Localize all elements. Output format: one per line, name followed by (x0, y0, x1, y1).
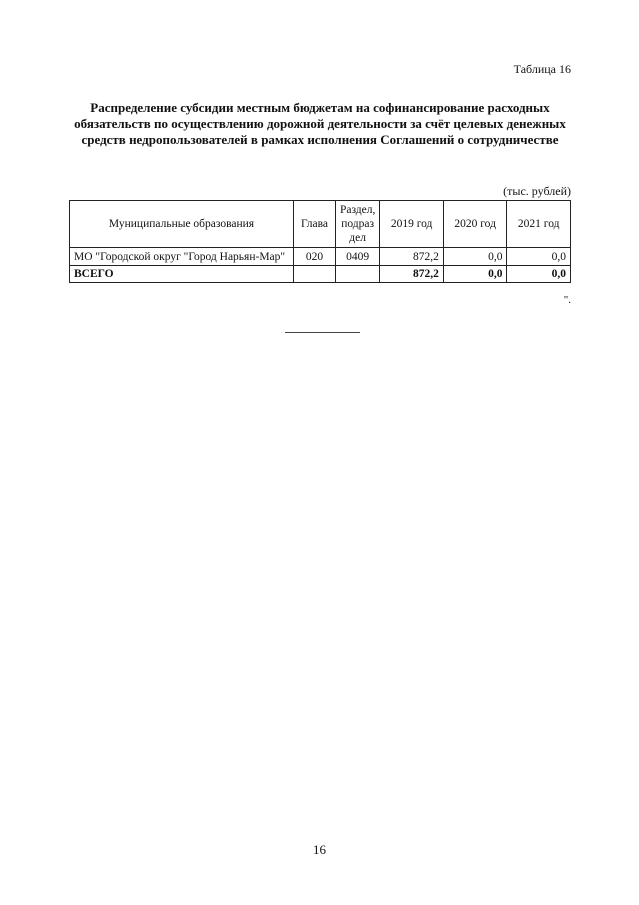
subsidy-table (69, 200, 571, 283)
table-number: Таблица 16 (513, 62, 571, 76)
closing-quote: ". (563, 294, 571, 306)
units-label: (тыс. рублей) (503, 184, 571, 198)
total-2021: 0,0 (507, 266, 571, 283)
cell-section: 0409 (335, 248, 379, 266)
cell-2021: 0,0 (507, 248, 571, 266)
total-2020: 0,0 (443, 266, 507, 283)
total-head-empty (294, 266, 336, 283)
header-2021: 2021 год (507, 201, 571, 248)
total-section-empty (335, 266, 379, 283)
total-2019: 872,2 (380, 266, 444, 283)
cell-2020: 0,0 (443, 248, 507, 266)
total-row (70, 266, 571, 283)
document-title: Распределение субсидии местным бюджетам на софинансирование расходных обязательств по осуществлению дорожной деятельности за счёт целевых денежных средств недропользователей в рамках исполнения Соглашений о сотрудничестве (74, 100, 566, 147)
header-municipality: Муниципальные образования (70, 201, 294, 248)
header-2020: 2020 год (443, 201, 507, 248)
table-header-row (70, 201, 571, 248)
divider-line (285, 332, 360, 333)
header-head: Глава (294, 201, 336, 248)
cell-head: 020 (294, 248, 336, 266)
cell-2019: 872,2 (380, 248, 444, 266)
table-row (70, 248, 571, 266)
header-section: Раздел, подраз дел (335, 201, 379, 248)
total-label: ВСЕГО (70, 266, 294, 283)
page-number: 16 (313, 842, 326, 857)
cell-municipality: МО "Городской округ "Город Нарьян-Мар" (70, 248, 294, 266)
header-2019: 2019 год (380, 201, 444, 248)
